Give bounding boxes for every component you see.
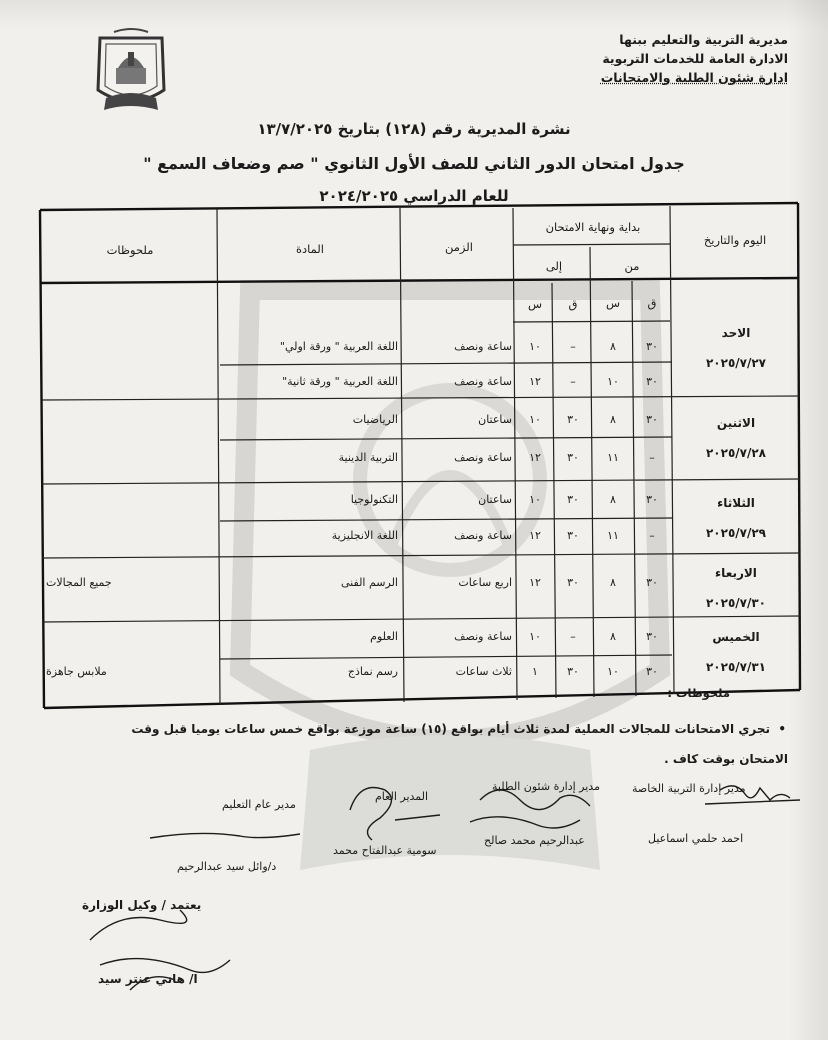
duration-cell: ثلاث ساعات	[455, 665, 512, 678]
from-hours-cell: ٨	[610, 576, 616, 589]
day-name: الاربعاء	[715, 566, 757, 580]
to-hours-cell: ١	[532, 665, 538, 678]
to-hours-cell: ١٢	[529, 375, 541, 388]
from-hours-cell: ١٠	[607, 375, 619, 388]
header-subject: المادة	[296, 242, 324, 256]
subject-cell: اللغة الانجليزية	[331, 529, 398, 542]
header-student-affairs: ادارة شئون الطلبة والامتحانات	[600, 70, 788, 85]
notes-heading: ملحوظات :	[667, 686, 730, 700]
academic-year: للعام الدراسي ٢٠٢٤/٢٠٢٥	[319, 187, 509, 205]
from-hours-cell: ٨	[610, 493, 616, 506]
from-hours-cell: ٨	[610, 340, 616, 353]
page-shadow-edge	[788, 0, 828, 1040]
from-minutes-cell: ٣٠	[646, 665, 658, 678]
role-education-director: مدير عام التعليم	[222, 798, 296, 811]
unit-to-hours: س	[527, 297, 543, 311]
to-hours-cell: ١٠	[529, 413, 541, 426]
header-duration: الزمن	[445, 240, 473, 254]
from-hours-cell: ١٠	[607, 665, 619, 678]
from-hours-cell: ١١	[607, 529, 619, 542]
header-notes: ملحوظات	[106, 243, 154, 257]
day-date: ٢٠٢٥/٧/٣١	[705, 660, 767, 674]
day-cell	[676, 408, 796, 468]
day-name: الاحد	[721, 326, 751, 340]
from-minutes-cell: –	[649, 451, 655, 464]
subject-cell: التكنولوجيا	[350, 493, 398, 506]
from-minutes-cell: ٣٠	[646, 340, 658, 353]
duration-cell: ساعتان	[478, 413, 512, 426]
note-text-1: تجري الامتحانات للمجالات العملية لمدة ثلاث أيام بواقع (١٥) ساعة موزعة بواقع خمس ساعات يوميا قبل وقت	[131, 722, 770, 736]
day-date: ٢٠٢٥/٧/٢٧	[705, 356, 767, 370]
from-hours-cell: ٨	[610, 413, 616, 426]
to-hours-cell: ١٠	[529, 340, 541, 353]
to-minutes-cell: ٣٠	[567, 451, 579, 464]
to-hours-cell: ١٢	[529, 451, 541, 464]
role-student-affairs: مدير إدارة شئون الطلبة	[492, 780, 600, 793]
bullet-icon: •	[769, 722, 786, 736]
name-education-director: د/وائل سيد عبدالرحيم	[177, 860, 277, 873]
header-general-admin: الادارة العامة للخدمات التربوية	[602, 51, 788, 66]
bulletin-title: نشرة المديرية رقم (١٢٨) بتاريخ ١٣/٧/٢٠٢٥	[257, 120, 571, 138]
from-hours-cell: ٨	[610, 630, 616, 643]
to-minutes-cell: ٣٠	[567, 529, 579, 542]
from-minutes-cell: ٣٠	[646, 413, 658, 426]
from-hours-cell: ١١	[607, 451, 619, 464]
schedule-title: جدول امتحان الدور الثاني للصف الأول الثانوي " صم وضعاف السمع "	[143, 154, 685, 173]
role-special-ed: مدير إدارة التربية الخاصة	[632, 782, 746, 795]
day-cell	[676, 318, 796, 378]
note-cell: ملابس جاهزة	[46, 665, 107, 678]
duration-cell: اربع ساعات	[458, 576, 512, 589]
to-minutes-cell: ٣٠	[567, 665, 579, 678]
note-bullet-2: الامتحان بوقت كاف .	[664, 752, 788, 766]
header-to: إلى	[545, 259, 563, 273]
to-minutes-cell: –	[570, 375, 576, 388]
note-bullet-1	[131, 722, 786, 736]
handwritten-signatures	[0, 760, 828, 1040]
name-general-director: سومية عبدالفتاح محمد	[333, 844, 437, 857]
to-minutes-cell: ٣٠	[567, 493, 579, 506]
from-minutes-cell: ٣٠	[646, 375, 658, 388]
unit-from-hours: س	[605, 296, 621, 310]
duration-cell: ساعة ونصف	[454, 451, 512, 464]
to-hours-cell: ١٢	[529, 529, 541, 542]
subject-cell: الرياضيات	[352, 413, 398, 426]
day-name: الثلاثاء	[717, 496, 755, 510]
subject-cell: التربية الدينية	[338, 451, 398, 464]
day-name: الخميس	[712, 630, 760, 644]
header-from: من	[624, 259, 640, 273]
day-date: ٢٠٢٥/٧/٢٩	[705, 526, 767, 540]
header-day-date: اليوم والتاريخ	[703, 233, 767, 247]
to-minutes-cell: ٣٠	[567, 576, 579, 589]
to-hours-cell: ١٠	[529, 493, 541, 506]
undersecretary-name: ا/ هاني عنتر سيد	[98, 972, 198, 986]
unit-from-minutes: ق	[647, 296, 657, 310]
approval-label: يعتمد / وكيل الوزارة	[82, 898, 202, 912]
to-hours-cell: ١٠	[529, 630, 541, 643]
duration-cell: ساعة ونصف	[454, 529, 512, 542]
day-date: ٢٠٢٥/٧/٣٠	[705, 596, 767, 610]
subject-cell: اللغة العربية " ورقة ثانية"	[282, 375, 398, 388]
day-cell	[676, 488, 796, 548]
duration-cell: ساعة ونصف	[454, 375, 512, 388]
duration-cell: ساعتان	[478, 493, 512, 506]
subject-cell: اللغة العربية " ورقة اولي"	[279, 340, 398, 353]
day-cell	[676, 622, 796, 682]
header-directorate: مديرية التربية والتعليم ببنها	[619, 32, 788, 47]
day-cell	[676, 558, 796, 618]
subject-cell: رسم نماذج	[347, 665, 398, 678]
to-minutes-cell: ٣٠	[567, 413, 579, 426]
to-minutes-cell: –	[570, 340, 576, 353]
subject-cell: العلوم	[370, 630, 398, 643]
name-student-affairs: عبدالرحيم محمد صالح	[484, 834, 585, 847]
from-minutes-cell: ٣٠	[646, 630, 658, 643]
unit-to-minutes: ق	[568, 297, 578, 311]
from-minutes-cell: ٣٠	[646, 493, 658, 506]
name-special-ed: احمد حلمي اسماعيل	[648, 832, 744, 845]
from-minutes-cell: –	[649, 529, 655, 542]
to-hours-cell: ١٢	[529, 576, 541, 589]
note-cell: جميع المجالات	[46, 576, 112, 589]
day-date: ٢٠٢٥/٧/٢٨	[705, 446, 767, 460]
header-start-end: بداية ونهاية الامتحان	[545, 220, 641, 234]
subject-cell: الرسم الفنى	[341, 576, 398, 589]
duration-cell: ساعة ونصف	[454, 630, 512, 643]
to-minutes-cell: –	[570, 630, 576, 643]
role-general-director: المدير العام	[375, 790, 429, 803]
day-name: الاثنين	[716, 416, 756, 430]
from-minutes-cell: ٣٠	[646, 576, 658, 589]
duration-cell: ساعة ونصف	[454, 340, 512, 353]
